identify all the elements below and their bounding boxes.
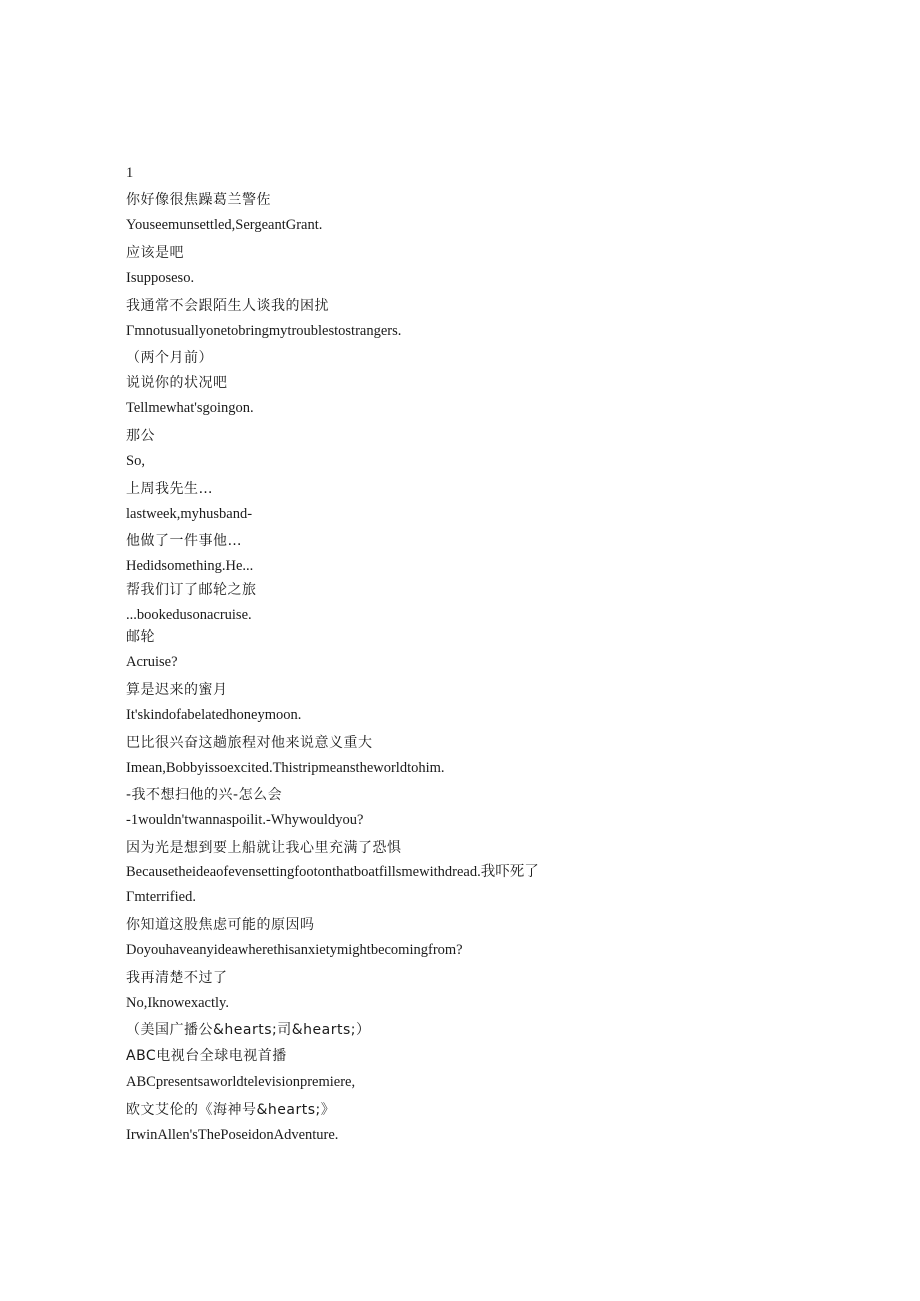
- subtitle-line-cn: 你知道这股焦虑可能的原因吗: [126, 917, 315, 933]
- subtitle-line-cn: 邮轮: [126, 629, 155, 645]
- subtitle-line-en: It'skindofabelatedhoneymoon.: [126, 707, 302, 723]
- subtitle-line-en: Tellmewhat'sgoingon.: [126, 400, 254, 416]
- subtitle-line-cn: 帮我们订了邮轮之旅: [126, 582, 257, 598]
- subtitle-line-en: Imean,Bobbyissoexcited.Thistripmeanstheworldtohim.: [126, 760, 445, 776]
- subtitle-line-en: No,Iknowexactly.: [126, 995, 229, 1011]
- subtitle-line-cn: 应该是吧: [126, 245, 184, 261]
- subtitle-line-cn: 那公: [126, 428, 155, 444]
- subtitle-line-cn: 说说你的状况吧: [126, 375, 228, 391]
- subtitle-line-en: Doyouhaveanyideawherethisanxietymightbecomingfrom?: [126, 942, 463, 958]
- subtitle-line-cn: 巴比很兴奋这趟旅程对他来说意义重大: [126, 735, 373, 751]
- subtitle-line-en: Youseemunsettled,SergeantGrant.: [126, 217, 323, 233]
- page-number: 1: [126, 165, 134, 181]
- subtitle-line-cn: ABC电视台全球电视首播: [126, 1048, 287, 1064]
- subtitle-line-en: So,: [126, 453, 145, 469]
- subtitle-line-en: ABCpresentsaworldtelevisionpremiere,: [126, 1074, 356, 1090]
- subtitle-line-cn: （美国广播公&hearts;司&hearts;）: [126, 1022, 371, 1038]
- subtitle-line-en: lastweek,myhusband-: [126, 506, 253, 522]
- subtitle-line-en: -1wouldn'twannaspoilit.-Whywouldyou?: [126, 812, 364, 828]
- subtitle-line-cn: （两个月前）: [126, 350, 213, 366]
- subtitle-line-cn: 我通常不会跟陌生人谈我的困扰: [126, 298, 329, 314]
- subtitle-line-en: Γmnotusuallyonetobringmytroublestostrangers.: [126, 323, 402, 339]
- subtitle-line-en: IrwinAllen'sThePoseidonAdventure.: [126, 1127, 339, 1143]
- subtitle-line-cn: 我再清楚不过了: [126, 970, 228, 986]
- subtitle-line-cn: 欧文艾伦的《海神号&hearts;》: [126, 1102, 336, 1118]
- subtitle-line-en: Becausetheideaofevensettingfootonthatboatfillsmewithdread.我吓死了: [126, 864, 539, 880]
- subtitle-line-cn: 算是迟来的蜜月: [126, 682, 228, 698]
- subtitle-line-cn: 你好像很焦躁葛兰警佐: [126, 192, 271, 208]
- subtitle-line-cn: 他做了一件事他…: [126, 533, 242, 549]
- subtitle-line-en: Isupposeso.: [126, 270, 195, 286]
- subtitle-line-en: Γmterrified.: [126, 889, 196, 905]
- subtitle-line-en: Acruise?: [126, 654, 178, 670]
- subtitle-line-cn: -我不想扫他的兴-怎么会: [126, 787, 283, 803]
- subtitle-line-cn: 上周我先生…: [126, 481, 213, 497]
- subtitle-line-cn: 因为光是想到要上船就让我心里充满了恐惧: [126, 840, 402, 856]
- subtitle-line-en: Hedidsomething.He...: [126, 558, 254, 574]
- subtitle-line-en: ...bookedusonacruise.: [126, 607, 252, 623]
